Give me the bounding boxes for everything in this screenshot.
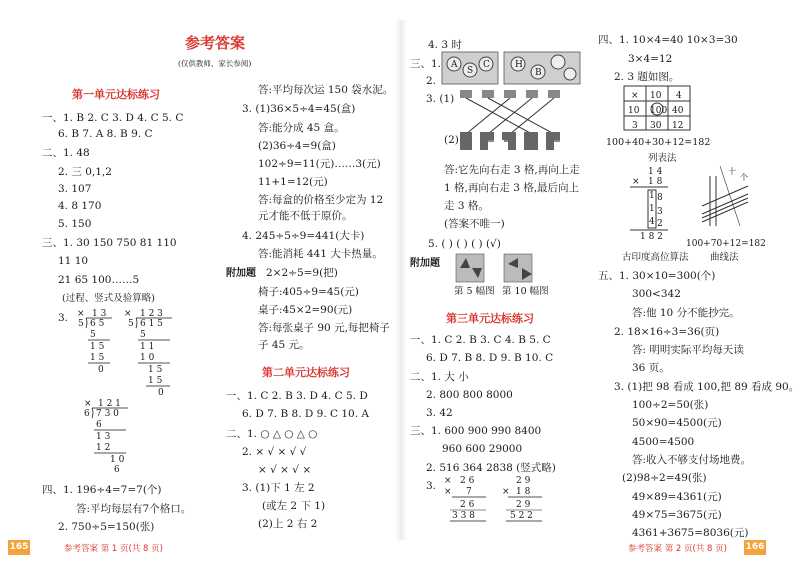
svg-text:10: 10: [650, 91, 662, 101]
answer-line: 2. × √ × √ √: [242, 446, 307, 458]
section-title-unit3: 第三单元达标练习: [446, 312, 534, 325]
answer-line: 二、1. ○ △ ○ △ ○: [226, 428, 318, 440]
svg-text:S: S: [467, 66, 474, 76]
curve-method-figure: [700, 166, 770, 232]
answer-line: 11 10: [58, 255, 89, 267]
page-number-badge: 166: [744, 540, 766, 555]
svg-text:2: 2: [657, 219, 663, 229]
svg-text:1 2 1: 1 2 1: [98, 399, 121, 409]
answer-line: 4. 8 170: [58, 200, 102, 212]
answer-line: 3. (1)把 98 看成 100,把 89 看成 90。: [614, 381, 800, 393]
method-caption: 列表法: [648, 153, 677, 164]
answer-line: 2. 三 0,1,2: [58, 166, 112, 178]
answer-line: 3. (1)36×5÷4=45(盒): [242, 103, 356, 115]
svg-text:6: 6: [96, 420, 102, 430]
svg-text:2 9: 2 9: [516, 476, 531, 486]
answer-line: 1 格,再向右走 3 格,最后向上: [444, 182, 580, 194]
vertical-multiplication-figure: [442, 473, 562, 535]
svg-text:40: 40: [672, 106, 684, 116]
svg-text:1 2: 1 2: [96, 443, 111, 453]
svg-text:C: C: [483, 60, 490, 70]
answer-line: 300<342: [632, 288, 681, 300]
footer-text: 参考答案 第 1 页(共 8 页): [64, 544, 163, 554]
svg-text:10: 10: [628, 106, 640, 116]
svg-text:1 5: 1 5: [90, 342, 105, 352]
svg-text:×: ×: [502, 487, 510, 497]
answer-line: 3.: [426, 480, 437, 492]
grid-method-table: [624, 86, 694, 132]
answer-line: 6. D 7. B 8. D 9. C 10. A: [242, 408, 369, 420]
ancient-indian-method-figure: [624, 164, 684, 240]
long-division-figure: [72, 304, 192, 474]
svg-text:1 0: 1 0: [110, 455, 125, 465]
answer-line: 子 45 元。: [258, 339, 310, 351]
svg-text:1: 1: [649, 204, 655, 214]
svg-text:1 4: 1 4: [648, 167, 663, 177]
svg-text:×: ×: [444, 487, 452, 497]
svg-text:12: 12: [672, 121, 684, 131]
svg-text:6 1 5: 6 1 5: [140, 319, 163, 329]
answer-line: 3×4=12: [628, 53, 673, 65]
answer-line: 2. 516 364 2838 (竖式略): [426, 462, 556, 474]
answer-line: 二、1. 48: [42, 147, 90, 159]
answer-line: 走 3 格。: [444, 200, 489, 212]
answer-line: 答:收入不够支付场地费。: [632, 454, 752, 466]
answer-line: 3.: [58, 312, 69, 324]
svg-text:5: 5: [78, 319, 84, 329]
svg-text:1 8: 1 8: [648, 177, 663, 187]
svg-text:4: 4: [649, 217, 655, 227]
answer-line: 二、1. 大 小: [410, 371, 469, 383]
svg-text:7: 7: [466, 487, 472, 497]
page-number-badge: 165: [8, 540, 30, 555]
svg-text:6 5: 6 5: [90, 319, 105, 329]
answer-line: 答:能消耗 441 大卡热量。: [258, 248, 383, 260]
answer-line: 一、1. C 2. B 3. C 4. B 5. C: [410, 334, 551, 346]
answer-line: 36 页。: [632, 362, 670, 374]
answer-line: 元才能不低于原价。: [258, 210, 353, 222]
answer-line: 100+40+30+12=182: [606, 137, 711, 148]
method-caption: 曲线法: [710, 252, 739, 263]
svg-text:4: 4: [676, 91, 682, 101]
svg-text:1 3: 1 3: [92, 309, 107, 319]
answer-line: 答:每张桌子 90 元,每把椅子: [258, 322, 390, 334]
svg-text:个: 个: [740, 173, 748, 182]
svg-text:6: 6: [84, 409, 90, 419]
answer-line: 五、1. 30×10=300(个): [598, 270, 716, 282]
svg-text:2 6: 2 6: [460, 500, 475, 510]
svg-text:100: 100: [650, 106, 668, 116]
answer-line: 49×75=3675(元): [632, 509, 722, 521]
answer-line: 答:平均每层有7个格口。: [76, 503, 192, 515]
svg-text:1 5: 1 5: [148, 365, 163, 375]
answer-line: 三、1. 600 900 990 8400: [410, 425, 542, 437]
answer-line: 答:它先向右走 3 格,再向上走: [444, 164, 580, 176]
bonus-label: 附加题: [226, 268, 256, 279]
answer-line: 三、1. 30 150 750 81 110: [42, 237, 177, 249]
answer-line: 4. 245÷5÷9=441(大卡): [242, 230, 365, 242]
answer-line: 4500=4500: [632, 436, 695, 448]
section-title-unit2: 第二单元达标练习: [262, 366, 350, 379]
answer-line: 3. 42: [426, 407, 453, 419]
answer-note: (过程、竖式及验算略): [62, 293, 155, 304]
answer-line: (2)98÷2=49(张): [622, 472, 707, 484]
answer-line: 2. 800 800 8000: [426, 389, 513, 401]
svg-text:2 6: 2 6: [460, 476, 475, 486]
answer-line: 102÷9=11(元)……3(元): [258, 158, 381, 170]
svg-text:5: 5: [128, 319, 134, 329]
svg-text:×: ×: [124, 309, 132, 319]
answer-line: 答:他 10 分不能抄完。: [632, 307, 740, 319]
answer-line: (2): [444, 134, 459, 146]
answer-line: 5. 150: [58, 218, 92, 230]
svg-text:8: 8: [657, 193, 663, 203]
matching-illustration: [442, 50, 582, 86]
figure-caption: 第 10 幅图: [502, 286, 549, 297]
svg-text:5: 5: [140, 330, 146, 340]
page-subtitle: (仅供教师、家长参阅): [178, 59, 252, 68]
answer-line: 100+70+12=182: [686, 239, 766, 249]
svg-text:3: 3: [632, 121, 638, 131]
answer-line: × √ × √ ×: [258, 464, 312, 476]
svg-text:×: ×: [84, 399, 92, 409]
answer-line: (2)36÷4=9(盒): [258, 140, 336, 152]
figure-caption: 第 5 幅图: [454, 286, 495, 297]
svg-text:0: 0: [158, 388, 164, 398]
svg-text:1 5: 1 5: [90, 353, 105, 363]
svg-text:6: 6: [114, 465, 120, 475]
page-gutter: [395, 20, 407, 540]
svg-text:1: 1: [649, 191, 655, 201]
answer-line: 答: 明明实际平均每天读: [632, 344, 744, 356]
svg-text:×: ×: [631, 91, 639, 101]
answer-line: 100÷2=50(张): [632, 399, 709, 411]
svg-text:5: 5: [90, 330, 96, 340]
svg-text:1 0: 1 0: [140, 353, 155, 363]
answer-line: (答案不唯一): [444, 218, 505, 230]
svg-text:1 1: 1 1: [140, 342, 155, 352]
answer-line: 4. 3 时: [428, 39, 462, 51]
answer-line: 2.: [426, 75, 437, 87]
answer-line: 11+1=12(元): [258, 176, 328, 188]
answer-line: 桌子:45×2=90(元): [258, 304, 353, 316]
answer-line: 四、1. 196÷4=7=7(个): [42, 484, 162, 496]
svg-text:2 9: 2 9: [516, 500, 531, 510]
svg-text:7 3 0: 7 3 0: [96, 409, 119, 419]
svg-text:B: B: [535, 68, 542, 78]
method-caption: 古印度高位算法: [622, 252, 689, 263]
svg-text:×: ×: [444, 476, 452, 486]
answer-line: 5. ( ) ( ) ( ) (√): [428, 238, 501, 250]
svg-text:30: 30: [650, 121, 662, 131]
svg-text:0: 0: [98, 365, 104, 375]
rotation-figures: [456, 254, 546, 284]
svg-text:1 2 3: 1 2 3: [140, 309, 163, 319]
answer-line: 50×90=4500(元): [632, 417, 722, 429]
answer-line: 答:平均每次运 150 袋水泥。: [258, 84, 394, 96]
svg-text:A: A: [451, 60, 458, 70]
svg-text:3 3 8: 3 3 8: [452, 511, 475, 521]
answer-line: 4361+3675=8036(元): [632, 527, 749, 539]
answer-line: 2. 750÷5=150(张): [58, 521, 155, 533]
answer-line: 3. 107: [58, 183, 92, 195]
svg-text:1 8 2: 1 8 2: [640, 232, 663, 242]
svg-text:1 3: 1 3: [96, 432, 111, 442]
svg-text:×: ×: [632, 177, 640, 187]
svg-text:H: H: [515, 60, 523, 70]
svg-text:十: 十: [728, 167, 736, 176]
answer-line: 6. B 7. A 8. B 9. C: [58, 128, 153, 140]
bonus-label: 附加题: [410, 258, 440, 269]
answer-line: 3. (1)下 1 左 2: [242, 482, 315, 494]
answer-line: 6. D 7. B 8. D 9. B 10. C: [426, 352, 554, 364]
footer-text: 参考答案 第 2 页(共 8 页): [628, 544, 727, 554]
answer-line: 三、1.: [410, 58, 442, 70]
answer-line: 答:能分成 45 盒。: [258, 122, 345, 134]
svg-text:3: 3: [657, 207, 663, 217]
answer-line: 四、1. 10×4=40 10×3=30: [598, 34, 738, 46]
svg-text:5 2 2: 5 2 2: [510, 511, 533, 521]
svg-text:1 5: 1 5: [148, 376, 163, 386]
answer-line: (或左 2 下 1): [262, 500, 326, 512]
answer-line: 一、1. C 2. B 3. D 4. C 5. D: [226, 390, 368, 402]
path-blocks-figure: [458, 128, 568, 158]
answer-line: (2)上 2 右 2: [258, 518, 318, 530]
section-title-unit1: 第一单元达标练习: [72, 88, 160, 101]
answer-line: 一、1. B 2. C 3. D 4. C 5. C: [42, 112, 184, 124]
answer-line: 答:每盒的价格至少定为 12: [258, 194, 384, 206]
answer-line: 3. (1): [426, 93, 455, 105]
answer-line: 960 600 29000: [442, 443, 523, 455]
answer-line: 椅子:405÷9=45(元): [258, 286, 359, 298]
answer-line: 2. 3 题如图。: [614, 71, 680, 83]
answer-line: 2. 18×16÷3=36(页): [614, 326, 720, 338]
page-title: 参考答案: [185, 34, 246, 52]
answer-line: 21 65 100……5: [58, 274, 140, 286]
answer-line: 2×2÷5=9(把): [266, 267, 338, 279]
svg-text:×: ×: [77, 309, 85, 319]
answer-line: 49×89=4361(元): [632, 491, 722, 503]
svg-text:1 8: 1 8: [516, 487, 531, 497]
